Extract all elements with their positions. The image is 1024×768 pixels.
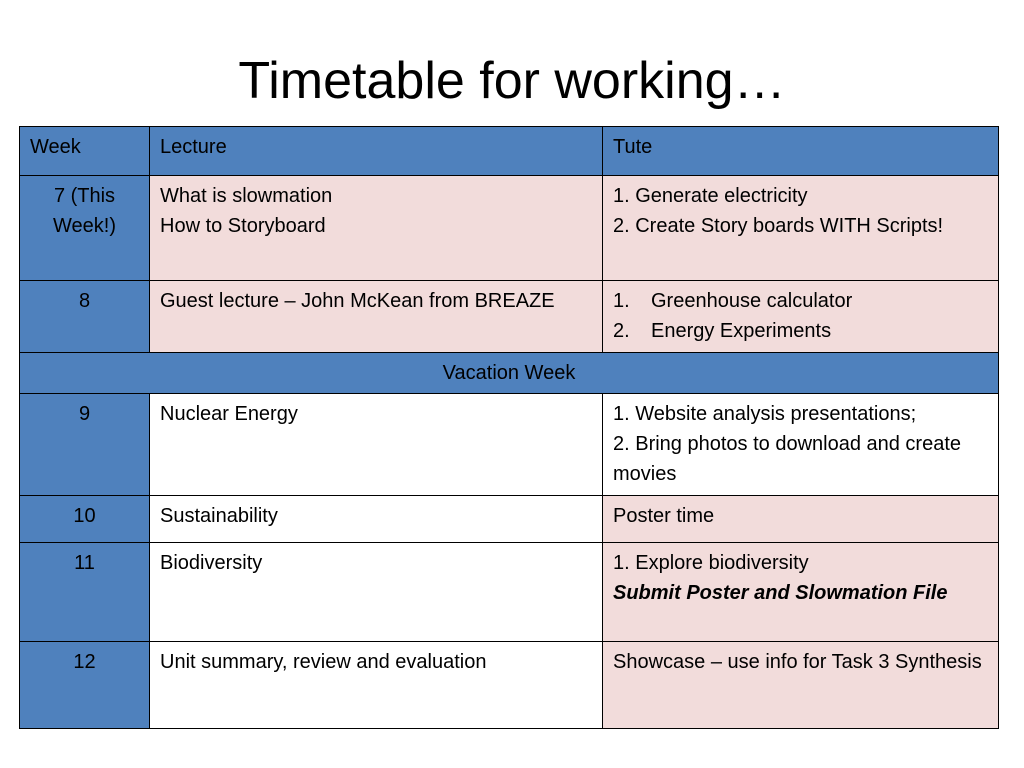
week-cell: 11 <box>20 543 150 642</box>
tute-line: 2. Bring photos to download and create movies <box>613 433 962 485</box>
tute-line: 1. Explore biodiversity <box>613 552 809 574</box>
lecture-cell <box>150 496 603 543</box>
tute-line: 1. Generate electricity <box>613 185 808 207</box>
table-row-week-9 <box>20 394 999 496</box>
tute-line: 1. Website analysis presentations; <box>613 403 917 425</box>
header-row <box>20 127 999 176</box>
week-cell: 8 <box>20 281 150 353</box>
week-cell: 12 <box>20 642 150 729</box>
list-text: Energy Experiments <box>651 320 832 342</box>
table-row-week-12 <box>20 642 999 729</box>
list-number: 2. <box>613 320 630 342</box>
lecture-line: Unit summary, review and evaluation <box>160 651 487 673</box>
timetable <box>19 126 999 729</box>
lecture-line: How to Storyboard <box>160 215 326 237</box>
slide-title: Timetable for working… <box>238 52 786 110</box>
tute-cell <box>603 394 999 496</box>
list-number: 1. <box>613 290 630 312</box>
lecture-cell <box>150 176 603 281</box>
tute-line: Showcase – use info for Task 3 Synthesis <box>613 651 982 673</box>
lecture-cell <box>150 394 603 496</box>
lecture-cell <box>150 543 603 642</box>
header-lecture: Lecture <box>150 127 603 176</box>
tute-line: Poster time <box>613 505 715 527</box>
lecture-line: Sustainability <box>160 505 278 527</box>
list-text: Greenhouse calculator <box>651 290 853 312</box>
week-cell: 7 (This Week!) <box>20 176 150 281</box>
tute-list-item <box>613 316 988 346</box>
tute-cell <box>603 543 999 642</box>
table-row-week-7 <box>20 176 999 281</box>
table-row-week-8 <box>20 281 999 353</box>
tute-cell <box>603 496 999 543</box>
table-row-week-11 <box>20 543 999 642</box>
lecture-line: Biodiversity <box>160 552 263 574</box>
tute-cell <box>603 281 999 353</box>
tute-list-item <box>613 286 988 316</box>
lecture-cell <box>150 642 603 729</box>
lecture-cell <box>150 281 603 353</box>
week-cell: 9 <box>20 394 150 496</box>
vacation-cell: Vacation Week <box>20 353 999 394</box>
tute-cell <box>603 176 999 281</box>
table-row-vacation <box>20 353 999 394</box>
tute-cell <box>603 642 999 729</box>
table-row-week-10 <box>20 496 999 543</box>
header-week: Week <box>20 127 150 176</box>
lecture-line: What is slowmation <box>160 185 333 207</box>
lecture-line: Nuclear Energy <box>160 403 298 425</box>
header-tute: Tute <box>603 127 999 176</box>
tute-line: 2. Create Story boards WITH Scripts! <box>613 215 944 237</box>
lecture-line: Guest lecture – John McKean from BREAZE <box>160 290 555 312</box>
week-cell: 10 <box>20 496 150 543</box>
tute-emphasis-line: Submit Poster and Slowmation File <box>613 582 948 604</box>
